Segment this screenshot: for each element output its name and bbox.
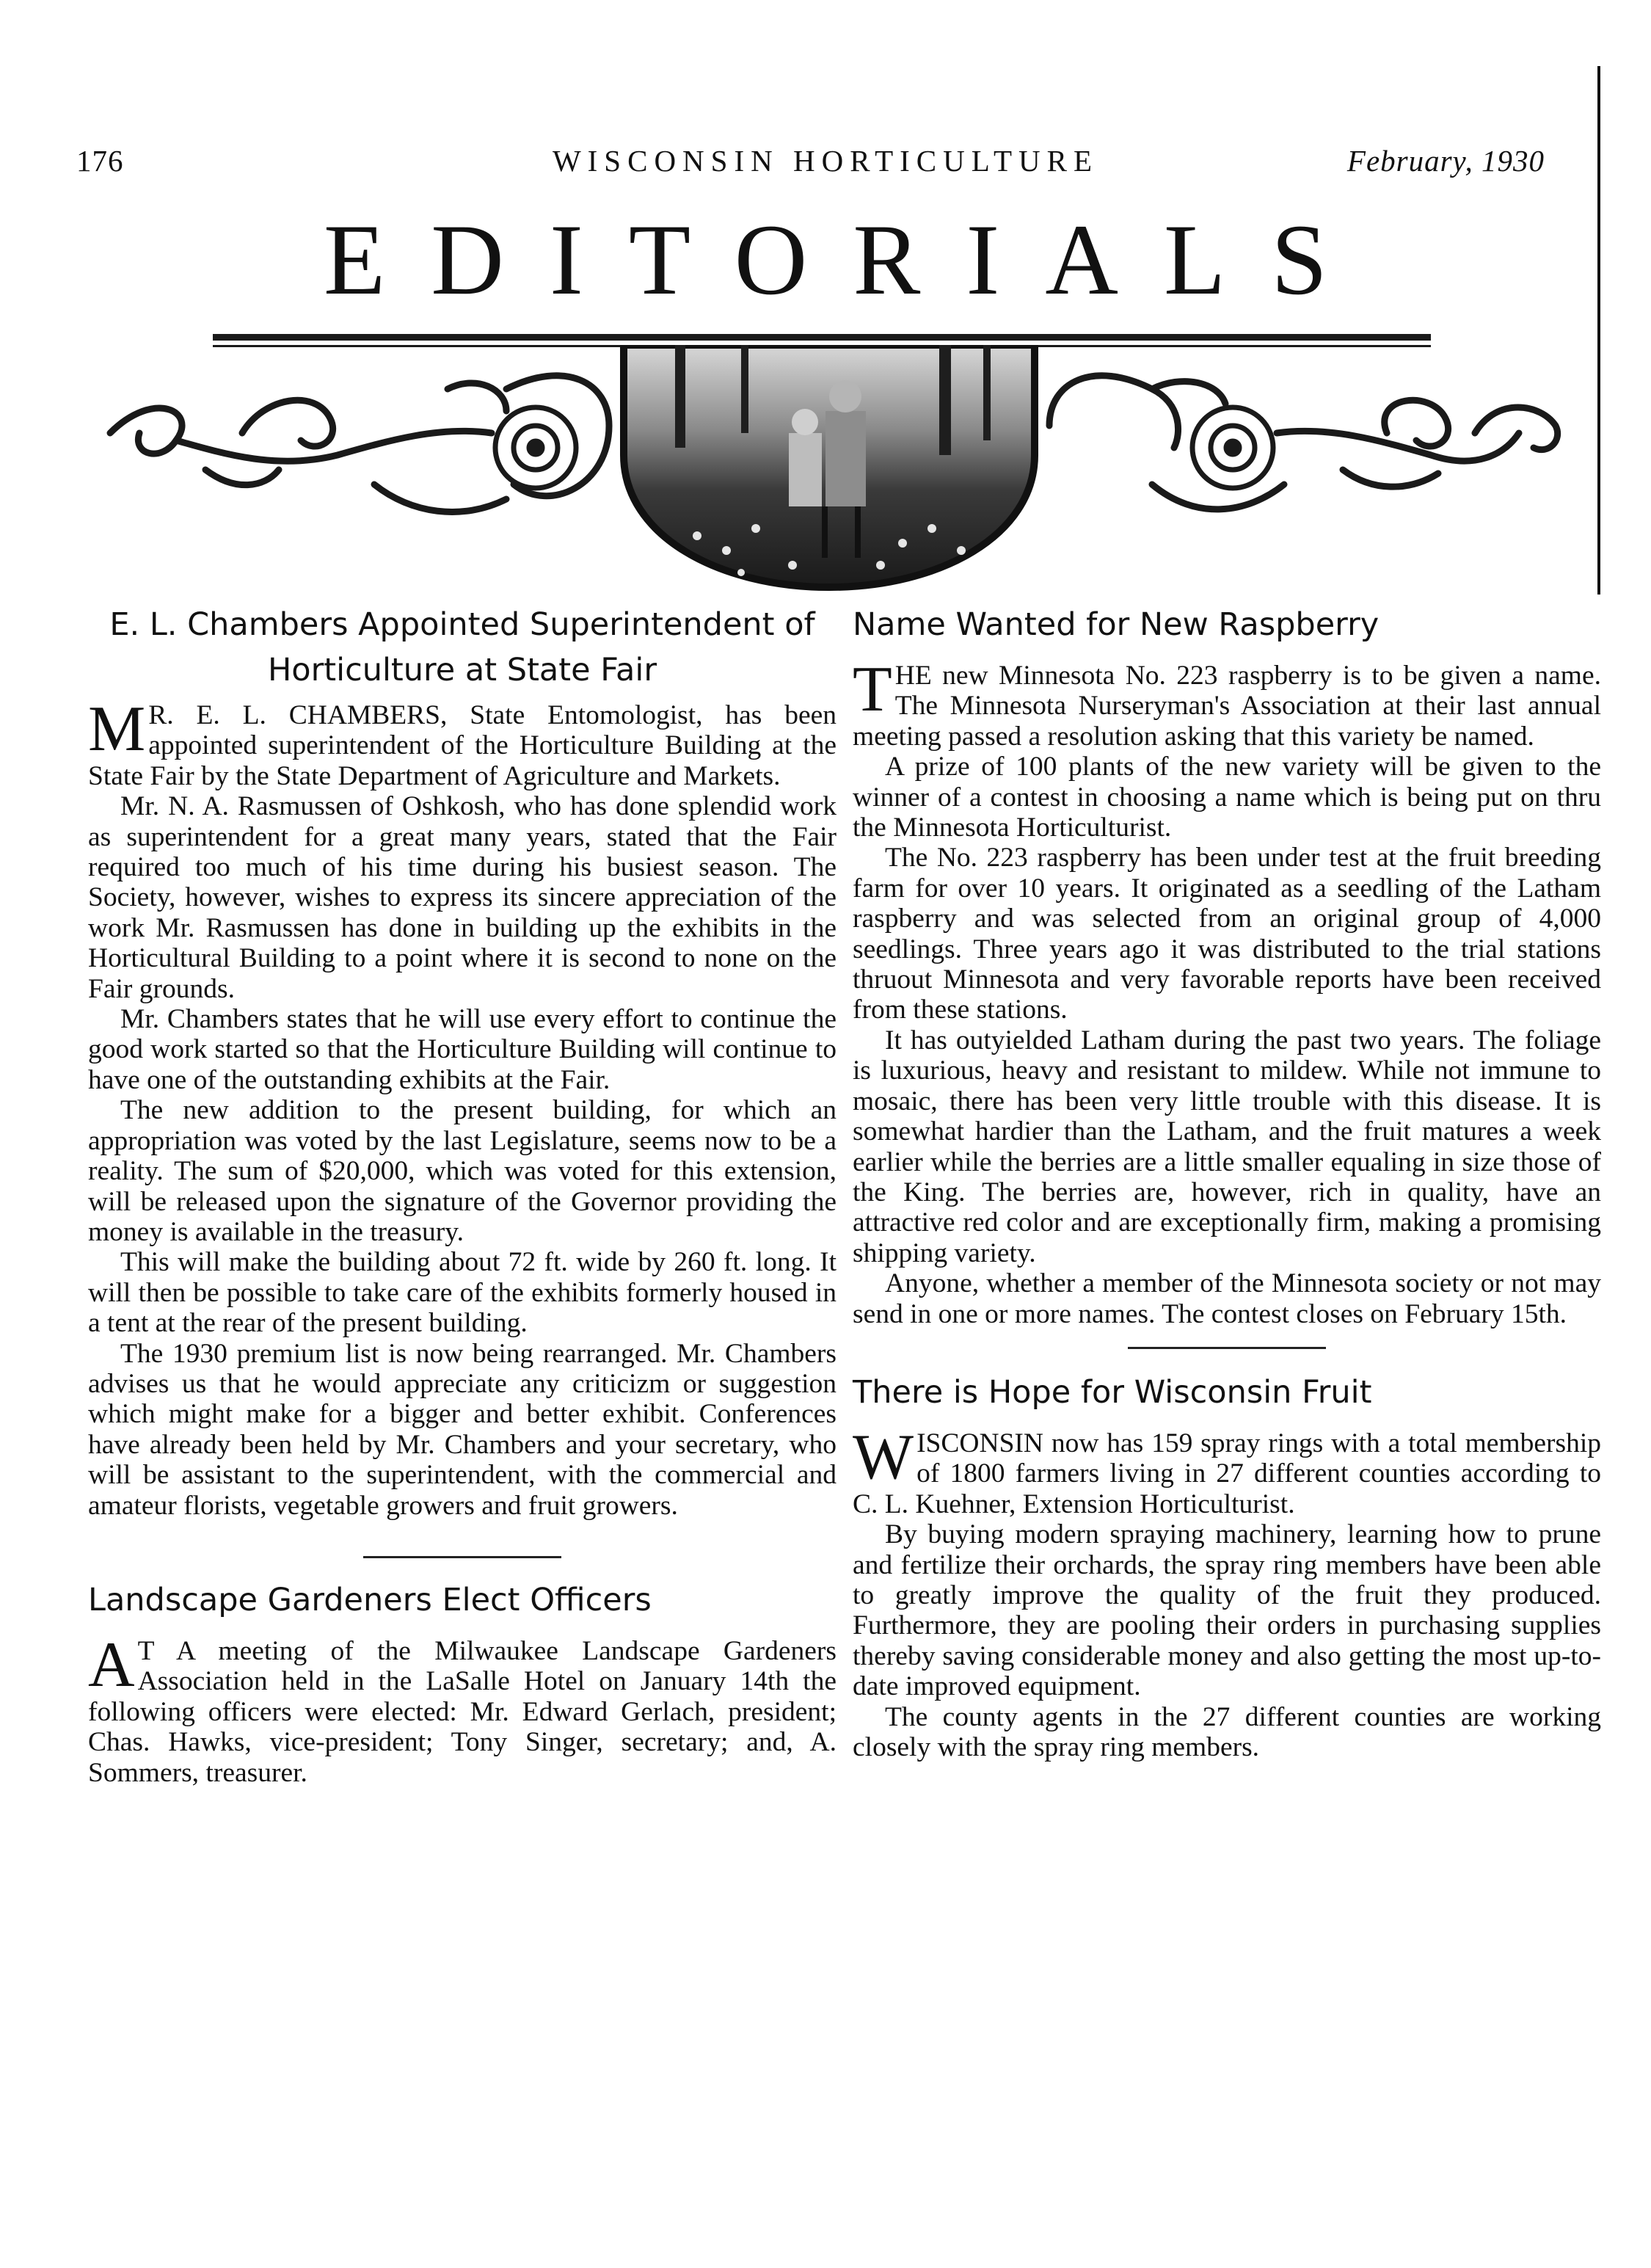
headline-raspberry-name: Name Wanted for New Raspberry [853,606,1380,643]
masthead-editorials: EDITORIALS [323,203,1374,316]
dropcap: M [88,694,146,765]
article-paragraph: Anyone, whether a member of the Minnesota society or not may send in one or more names. The contest closes on February 15th. [853,1268,1601,1329]
dropcap: A [88,1629,135,1701]
article-paragraph: M R. E. L. CHAMBERS, State Entomologist, has been appointed superintendent of the Horticulture Building at the State Fair by the State Department of Agriculture and Markets. [88,694,837,791]
article-paragraph: The county agents in the 27 different counties are working closely with the spray ring members. [853,1701,1601,1762]
article-paragraph: It has outyielded Latham during the past two years. The foliage is luxurious, heavy and resistant to mildew. While not immune to mosaic, there has been very little trouble with this disease. It is somewhat hardier than the Latham, and the fruit matures a week earlier while the berries are a little smaller equaling in size those of the King. The berries are, however, rich in quality, have an attractive red color and are exceptionally firm, making a promising shipping variety. [853,1025,1601,1268]
left-rosette-icon [495,407,576,488]
right-rosette-icon [1192,407,1273,488]
article-paragraph: Mr. Chambers states that he will use every effort to continue the good work started so that the Horticulture Building will continue to have one of the outstanding exhibits at the Fair. [88,1004,837,1095]
dropcap: T [853,654,892,725]
headline-chambers-appointed: E. L. Chambers Appointed Superintendent of Horticulture at State Fair [109,606,815,688]
page-number: 176 [76,144,124,178]
dropcap: W [853,1421,914,1493]
article-paragraph: THE new Minnesota No. 223 raspberry is to be given a name. The Minnesota Nurseryman's Association at their last annual meeting passed a resolution asking that this variety be named. [853,654,1601,752]
right-column [853,602,1601,1762]
headline-wisconsin-fruit: There is Hope for Wisconsin Fruit [853,1373,1372,1411]
article-paragraph: Mr. N. A. Rasmussen of Oshkosh, who has done splendid work as superintendent for a great many years, stated that the Fair required too much of his time during his busiest season. The Society, however, wishes to express its sincere appreciation of the work Mr. Rasmussen has done in building up the exhibits in the Horticultural Building to a point where it is second to none on the Fair grounds. [88,791,837,1004]
ornamental-banner [95,345,1563,595]
article-paragraph: By buying modern spraying machinery, learning how to prune and fertilize their orchards, the spray ring members have been able to greatly improve the quality of the fruit they produced. Furthermore, they are pooling their orders in purchasing supplies thereby saving considerable money and also getting the most up-to-date improved equipment. [853,1519,1601,1702]
publication-title: WISCONSIN HORTICULTURE [552,144,1099,178]
masthead-rule [213,334,1431,341]
article-paragraph: The new addition to the present building, for which an appropriation was voted by the last Legislature, seems now to be a reality. The sum of $20,000, which was voted for this extension, will be released upon the signature of the Governor providing the money is available in the treasury. [88,1095,837,1247]
article-paragraph: The No. 223 raspberry has been under test at the fruit breeding farm for over 10 years. It originated as a seedling of the Latham raspberry and was selected from an original group of 4,000 seedlings. Three years ago it was distributed to the trial stations thruout Minnesota and very favorable reports have been received from these stations. [853,843,1601,1025]
headline-landscape-gardeners: Landscape Gardeners Elect Officers [88,1581,652,1618]
article-paragraph: The 1930 premium list is now being rearranged. Mr. Chambers advises us that he would appreciate any criticizm or suggestion which might make for a bigger and better exhibit. Conferences have already been held by Mr. Chambers and your secretary, who will be assistant to the superintendent, with the commercial and amateur florists, vegetable growers and fruit growers. [88,1338,837,1521]
article-paragraph: A prize of 100 plants of the new variety will be given to the winner of a contest in choosing a name which is being put on thru the Minnesota Horticulturist. [853,752,1601,843]
running-header [0,143,1651,187]
right-scrollwork [1049,376,1558,509]
article-paragraph: A T A meeting of the Milwaukee Landscape Gardeners Association held in the LaSalle Hotel on January 14th the following officers were elected: Mr. Edward Gerlach, president; Chas. Hawks, vice-president; Tony Singer, secretary; and, A. Sommers, treasurer. [88,1629,837,1788]
left-column [88,602,837,1788]
photo-frame [624,345,1035,587]
issue-date: February, 1930 [1346,144,1545,178]
article-paragraph: This will make the building about 72 ft. wide by 260 ft. long. It will then be possible to take care of the exhibits formerly housed in a tent at the rear of the present building. [88,1247,837,1339]
article-paragraph: WISCONSIN now has 159 spray rings with a total membership of 1800 farmers living in 27 different counties according to C. L. Kuehner, Extension Horticulturist. [853,1421,1601,1519]
